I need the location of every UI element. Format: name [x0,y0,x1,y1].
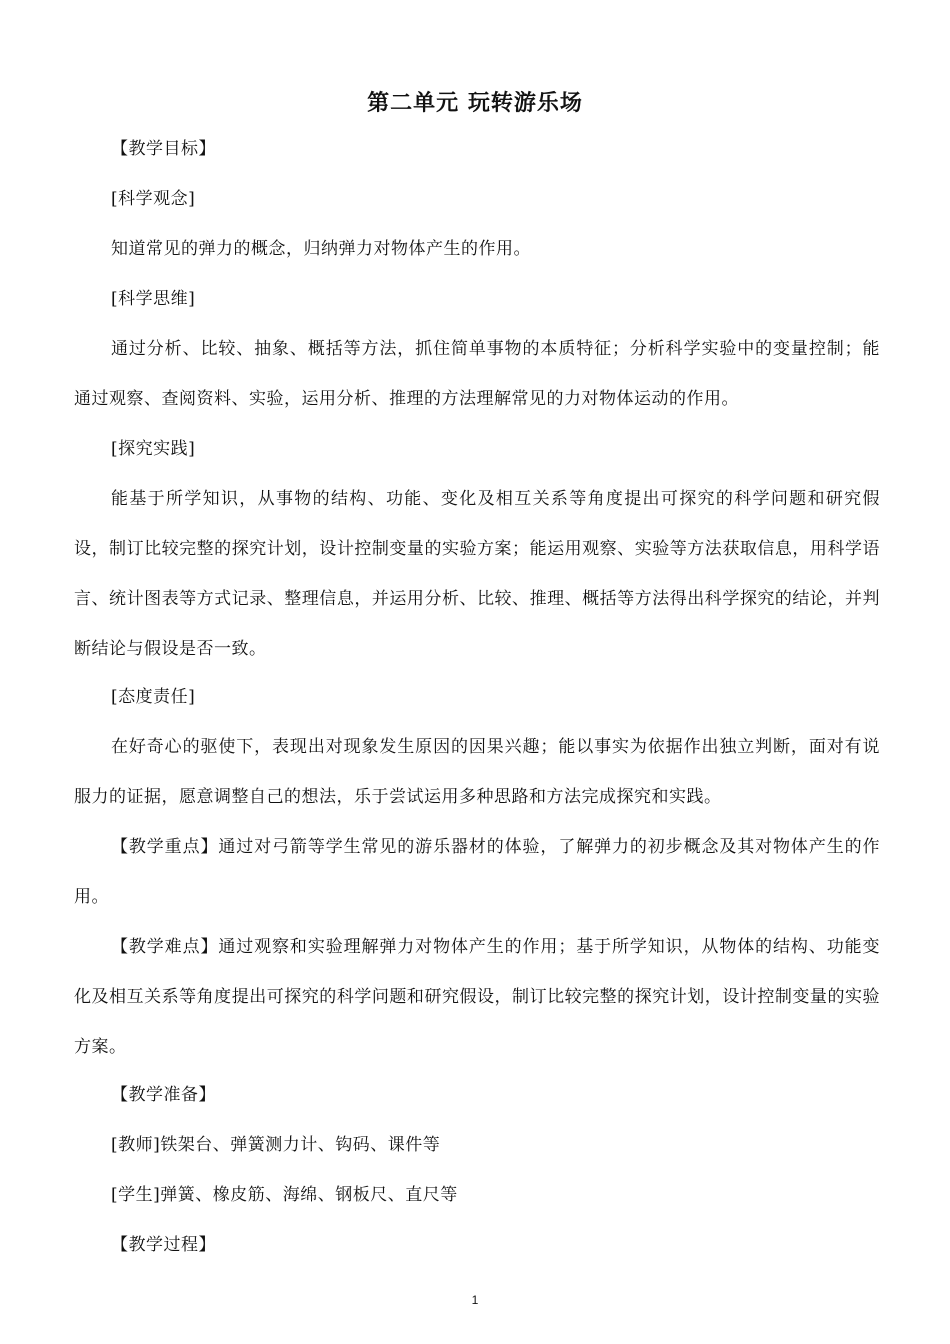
page-title: 第二单元 玩转游乐场 [367,91,583,116]
attitude-text: 在好奇心的驱使下，表现出对现象发生原因的因果兴趣；能以事实为依据作出独立判断，面对有说服力的证据，愿意调整自己的想法，乐于尝试运用多种思路和方法完成探究和实践。 [74,737,880,807]
key-points: 【教学重点】通过对弓箭等学生常见的游乐器材的体验，了解弹力的初步概念及其对物体产生的作用。 [74,837,880,907]
page-number: 1 [471,1293,479,1307]
difficulties: 【教学难点】通过观察和实验理解弹力对物体产生的作用；基于所学知识，从物体的结构、功能变化及相互关系等角度提出可探究的科学问题和研究假设，制订比较完整的探究计划，设计控制变量的实验方案。 [74,937,880,1057]
preparation-heading: 【教学准备】 [111,1085,216,1105]
process-heading: 【教学过程】 [111,1235,216,1255]
thinking-heading: [科学思维] [111,289,196,309]
attitude-heading: [态度责任] [111,687,196,707]
practice-heading: [探究实践] [111,439,196,459]
student-materials: [学生]弹簧、橡皮筋、海绵、钢板尺、直尺等 [111,1185,458,1205]
teacher-materials: [教师]铁架台、弹簧测力计、钩码、课件等 [111,1135,441,1155]
objectives-heading: 【教学目标】 [111,139,216,159]
concept-heading: [科学观念] [111,189,196,209]
practice-text: 能基于所学知识，从事物的结构、功能、变化及相互关系等角度提出可探究的科学问题和研究假设，制订比较完整的探究计划，设计控制变量的实验方案；能运用观察、实验等方法获取信息，用科学语言、统计图表等方式记录、整理信息，并运用分析、比较、推理、概括等方法得出科学探究的结论，并判断结论与假设是否一致。 [74,489,880,659]
thinking-text: 通过分析、比较、抽象、概括等方法，抓住简单事物的本质特征；分析科学实验中的变量控制；能通过观察、查阅资料、实验，运用分析、推理的方法理解常见的力对物体运动的作用。 [74,339,880,409]
concept-text: 知道常见的弹力的概念，归纳弹力对物体产生的作用。 [111,239,531,259]
